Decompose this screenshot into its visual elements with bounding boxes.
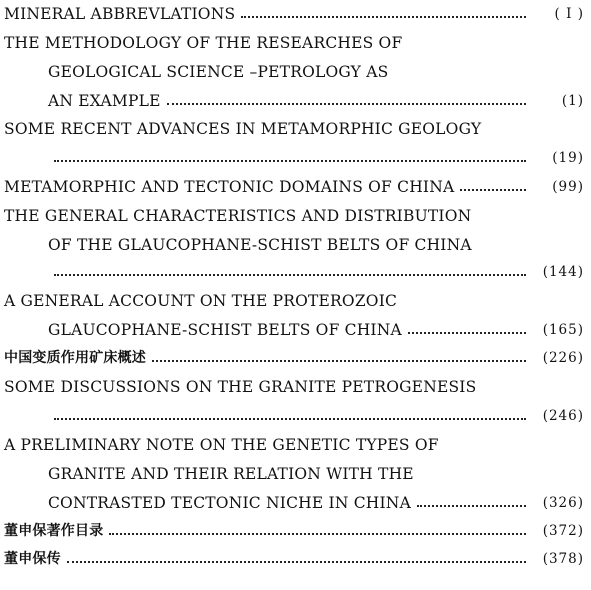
toc-entry [0, 517, 591, 541]
dot-leader [460, 189, 526, 191]
toc-entry [0, 87, 591, 111]
dot-leader [152, 360, 526, 362]
toc-entry-title: GRANITE AND THEIR RELATION WITH THE [48, 465, 414, 483]
toc-entry [0, 545, 591, 569]
dot-leader [408, 332, 526, 334]
toc-entry-title: MINERAL ABBREVLATIONS [4, 5, 236, 23]
toc-page-number: (326) [542, 495, 584, 511]
dot-leader [67, 561, 526, 563]
toc-entry-title: AN EXAMPLE [48, 92, 161, 110]
toc-entry [0, 29, 591, 53]
toc-entry-title: SOME RECENT ADVANCES IN METAMORPHIC GEOLOGY [4, 120, 482, 138]
toc-entry-title: OF THE GLAUCOPHANE-SCHIST BELTS OF CHINA [48, 236, 472, 254]
toc-page-number: (165) [542, 322, 584, 338]
dot-leader [167, 103, 526, 105]
toc-entry-title: THE GENERAL CHARACTERISTICS AND DISTRIBUTION [4, 207, 472, 225]
dot-leader [417, 505, 526, 507]
toc-entry-title: 董申保传 [4, 551, 61, 567]
toc-entry [0, 402, 591, 426]
toc-entry [0, 287, 591, 311]
toc-entry [0, 58, 591, 82]
toc-entry-title: 董申保著作目录 [4, 523, 104, 539]
dot-leader [54, 418, 526, 420]
toc-entry [0, 115, 591, 139]
toc-page-number: ( I ) [554, 6, 584, 22]
toc-page-number: (372) [542, 523, 584, 539]
toc-entry [0, 373, 591, 397]
toc-entry [0, 144, 591, 168]
toc-entry-title: SOME DISCUSSIONS ON THE GRANITE PETROGENESIS [4, 378, 477, 396]
toc-entry-title: METAMORPHIC AND TECTONIC DOMAINS OF CHINA [4, 178, 455, 196]
toc-entry-title: A PRELIMINARY NOTE ON THE GENETIC TYPES OF [4, 436, 439, 454]
toc-page-number: (144) [542, 264, 584, 280]
toc-page-number: (1) [561, 93, 584, 109]
toc-entry [0, 173, 591, 197]
toc-page-number: (246) [542, 408, 584, 424]
toc-entry-title: 中国变质作用矿床概述 [4, 350, 146, 366]
toc-entry-title: A GENERAL ACCOUNT ON THE PROTEROZOIC [4, 292, 398, 310]
toc-entry [0, 0, 591, 24]
dot-leader [109, 533, 526, 535]
dot-leader [54, 274, 526, 276]
toc-entry [0, 489, 591, 513]
toc-page-number: (19) [552, 150, 584, 166]
toc-entry [0, 344, 591, 368]
toc-entry [0, 460, 591, 484]
toc-entry-title: GEOLOGICAL SCIENCE –PETROLOGY AS [48, 63, 389, 81]
dot-leader [54, 160, 526, 162]
toc-entry-title: GLAUCOPHANE-SCHIST BELTS OF CHINA [48, 321, 402, 339]
toc-entry-title: CONTRASTED TECTONIC NICHE IN CHINA [48, 494, 411, 512]
toc-page-number: (99) [552, 179, 584, 195]
toc-entry [0, 231, 591, 255]
toc-entry [0, 258, 591, 282]
toc-page-number: (378) [542, 551, 584, 567]
toc-entry-title: THE METHODOLOGY OF THE RESEARCHES OF [4, 34, 403, 52]
toc-page-number: (226) [542, 350, 584, 366]
toc-entry [0, 431, 591, 455]
toc-entry [0, 202, 591, 226]
toc-entry [0, 316, 591, 340]
dot-leader [241, 16, 526, 18]
